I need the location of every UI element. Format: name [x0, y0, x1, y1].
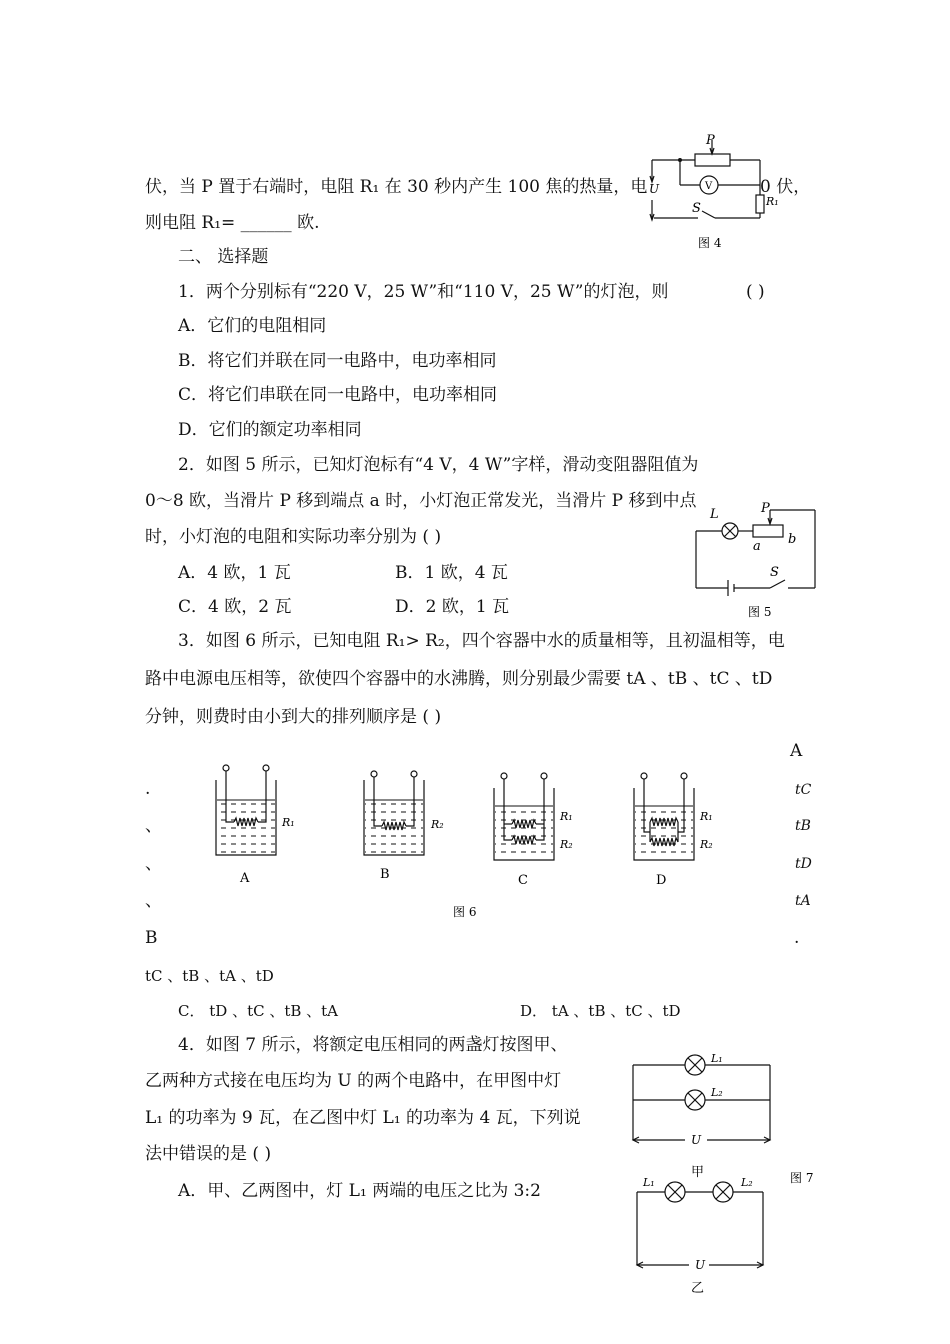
fig4-label-u: U [649, 182, 660, 196]
fig7-label-jia: 甲 [691, 1165, 705, 1180]
fig6-c-r2: R₂ [560, 838, 573, 851]
q2-line-3: 时，小灯泡的电阻和实际功率分别为 ( ) [145, 527, 442, 547]
fig6-a-r1: R₁ [282, 816, 295, 829]
fig6-c-r1: R₁ [560, 810, 573, 823]
figure-7-circuits [625, 1040, 825, 1300]
q3-line-1: 3．如图 6 所示，已知电阻 R₁> R₂，四个容器中水的质量相等，且初温相等，电 [178, 631, 785, 651]
fig5-label-l: L [710, 507, 719, 522]
fig5-label-a: a [753, 539, 761, 554]
q3-option-c: C． tD 、tC 、tB 、tA [178, 1002, 339, 1020]
q3-margin-right-1: tC [795, 782, 812, 798]
intro-line-1-tail: 0 伏， [760, 177, 811, 197]
fig6-label-d: D [656, 873, 667, 888]
q3-margin-right-0: A [790, 741, 803, 761]
fig4-label-p: P [706, 133, 715, 148]
q3-margin-right-5: . [794, 928, 800, 948]
q3-margin-left-4: B [145, 928, 158, 948]
q4-line-3: L₁ 的功率为 9 瓦，在乙图中灯 L₁ 的功率为 4 瓦，下列说 [145, 1108, 581, 1128]
q1-answer-paren: ( ) [746, 282, 765, 302]
fig5-caption: 图 5 [748, 605, 772, 619]
q3-margin-right-4: tA [795, 893, 811, 909]
q2-option-b: B．1 欧，4 瓦 [395, 563, 508, 583]
fig7-yi-l2: L₂ [741, 1176, 753, 1189]
fig6-label-b: B [380, 867, 390, 882]
q2-option-d: D．2 欧，1 瓦 [395, 597, 510, 617]
figure-4-circuit [640, 130, 779, 255]
fig6-b-r2: R₂ [431, 818, 444, 831]
intro-line-1: 伏，当 P 置于右端时，电阻 R₁ 在 30 秒内产生 100 焦的热量，电 [145, 177, 648, 197]
fig7-jia-l1: L₁ [711, 1052, 723, 1065]
q4-line-1: 4．如图 7 所示，将额定电压相同的两盏灯按图甲、 [178, 1035, 568, 1055]
q1-option-c: C．将它们串联在同一电路中，电功率相同 [178, 385, 498, 405]
fig6-caption: 图 6 [453, 905, 477, 919]
q2-line-1: 2．如图 5 所示，已知灯泡标有“4 V，4 W”字样，滑动变阻器阻值为 [178, 455, 699, 475]
q3-margin-left-2: 、 [145, 854, 162, 874]
fig4-label-s: S [692, 201, 701, 216]
q3-line-3: 分钟，则费时由小到大的排列顺序是 ( ) [145, 707, 442, 727]
q3-margin-right-3: tD [795, 856, 812, 872]
fig6-label-a: A [240, 871, 250, 886]
fig7-jia-u: U [691, 1133, 702, 1147]
q4-option-a: A．甲、乙两图中，灯 L₁ 两端的电压之比为 3:2 [178, 1181, 541, 1201]
q1-option-a: A．它们的电阻相同 [178, 316, 327, 336]
q3-line-2: 路中电源电压相等，欲使四个容器中的水沸腾，则分别最少需要 tA 、tB 、tC 、tD [145, 669, 773, 689]
q3-margin-left-3: 、 [145, 891, 162, 911]
q1-stem: 1．两个分别标有“220 V，25 W”和“110 V，25 W”的灯泡，则 [178, 282, 669, 302]
q4-line-4: 法中错误的是 ( ) [145, 1144, 272, 1164]
q2-option-c: C．4 欧，2 瓦 [178, 597, 292, 617]
fig7-jia-l2: L₂ [711, 1086, 723, 1099]
fig6-d-r1: R₁ [700, 810, 713, 823]
q4-line-2: 乙两种方式接在电压均为 U 的两个电路中，在甲图中灯 [145, 1071, 562, 1091]
section-heading: 二、 选择题 [178, 247, 269, 267]
q3-option-d: D． tA 、tB 、tC 、tD [520, 1002, 681, 1020]
q1-option-d: D．它们的额定功率相同 [178, 420, 362, 440]
fig5-label-b: b [788, 532, 797, 547]
fig4-caption: 图 4 [698, 236, 722, 250]
intro-line-2: 则电阻 R₁= ______ 欧. [145, 213, 320, 233]
fig7-caption: 图 7 [790, 1171, 814, 1185]
fig7-label-yi: 乙 [691, 1281, 705, 1296]
q3-margin-right-2: tB [795, 818, 811, 834]
q3-margin-left-0: . [145, 779, 151, 799]
q3-option-b-line: tC 、tB 、tA 、tD [145, 967, 274, 985]
q2-option-a: A．4 欧，1 瓦 [178, 563, 291, 583]
fig4-label-r1: R₁ [766, 195, 779, 208]
fig5-label-s: S [770, 565, 779, 580]
fig7-yi-u: U [695, 1258, 706, 1272]
q2-line-2: 0～8 欧，当滑片 P 移到端点 a 时，小灯泡正常发光，当滑片 P 移到中点 [145, 491, 697, 511]
figure-6-containers [200, 760, 730, 925]
figure-5-circuit [690, 498, 825, 623]
fig7-yi-l1: L₁ [643, 1176, 655, 1189]
fig6-label-c: C [518, 873, 528, 888]
fig4-label-v: V [705, 181, 713, 192]
q1-option-b: B．将它们并联在同一电路中，电功率相同 [178, 351, 497, 371]
fig5-label-p: P [761, 501, 770, 516]
q3-margin-left-1: 、 [145, 816, 162, 836]
fig6-d-r2: R₂ [700, 838, 713, 851]
